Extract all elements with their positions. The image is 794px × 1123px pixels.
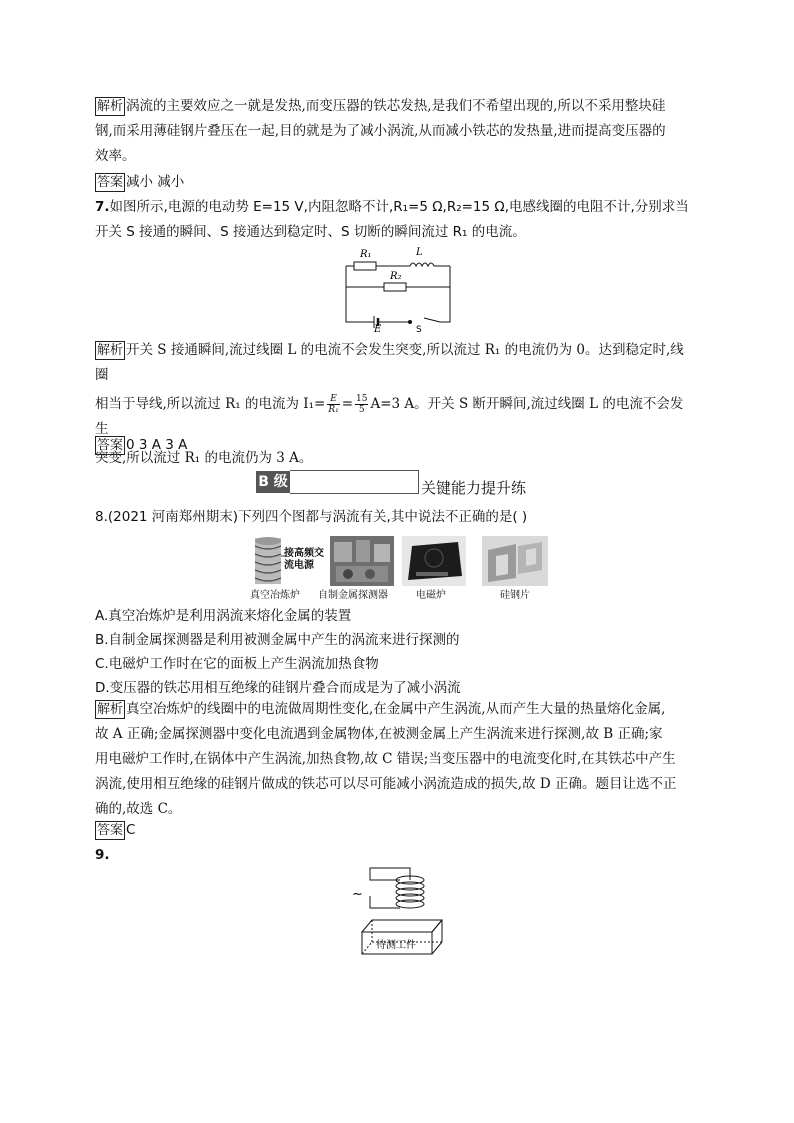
q7-analysis-line2a: 相当于导线,所以流过 R₁ 的电流为 I₁= <box>95 396 326 412</box>
answer-tag: 答案 <box>97 823 124 838</box>
q6-answer-text: 减小 减小 <box>126 174 185 190</box>
analysis-tag: 解析 <box>97 343 124 358</box>
circuit-label-r2: R₂ <box>390 271 402 282</box>
answer-tag: 答案 <box>97 438 124 453</box>
q8-option-d: D.变压器的铁芯用相互绝缘的硅钢片叠合而成是为了减小涡流 <box>95 680 461 696</box>
level-header <box>256 465 526 498</box>
caption-silicon-steel: 硅钢片 <box>500 590 530 601</box>
caption-induction-cooker: 电磁炉 <box>416 590 446 601</box>
q6-analysis <box>95 94 695 169</box>
q8-analysis-line4: 涡流,使用相互绝缘的硅钢片做成的铁芯可以尽可能减小涡流造成的损失,故 D 正确。题目让选不正 <box>95 776 677 792</box>
q8-analysis <box>95 697 695 822</box>
q8-stem: 8.(2021 河南郑州期末)下列四个图都与涡流有关,其中说法不正确的是( ) <box>95 509 528 525</box>
fraction-e-over-r1: $\frac{E}{\text{R₁}}$ <box>328 394 339 415</box>
level-title: 关键能力提升练 <box>421 479 527 497</box>
q7-stem <box>95 195 695 245</box>
induction-cooker-image <box>402 536 466 586</box>
answer-tag: 答案 <box>97 175 124 190</box>
q7-stem-line2: 开关 S 接通的瞬间、S 接通达到稳定时、S 切断的瞬间流过 R₁ 的电流。 <box>95 224 526 240</box>
q8-answer <box>95 818 695 843</box>
q9-number: 9. <box>95 847 110 863</box>
analysis-tag: 解析 <box>97 99 124 114</box>
caption-metal-detector: 自制金属探测器 <box>318 590 388 601</box>
q8-analysis-line2: 故 A 正确;金属探测器中变化电流遇到金属物体,在被测金属上产生涡流来进行探测,故 B 正确;家 <box>95 726 663 742</box>
circuit-label-e: E <box>374 324 382 332</box>
q7-analysis-line1: 开关 S 接通瞬间,流过线圈 L 的电流不会发生突变,所以流过 R₁ 的电流仍为 0。达到稳定时,线圈 <box>95 342 684 383</box>
q8-analysis-line1: 真空冶炼炉的线圈中的电流做周期性变化,在金属中产生涡流,从而产生大量的热量熔化金属, <box>126 701 666 717</box>
q7-analysis: 解析 开关 S 接通瞬间,流过线圈 L 的电流不会发生突变,所以流过 R₁ 的电流仍为 0。达到稳定时,线圈 相当于导线,所以流过 R₁ 的电流为 I₁= $\frac{E}{\text{R₁}}$ = $\frac{15}{5}$ A=3 A。开关 S 断开瞬间,流过线圈 L 的电流不会发生 突变,所以流过 R₁ 的电流仍为 3 A。 <box>95 338 695 471</box>
q6-analysis-line3: 效率。 <box>95 148 136 164</box>
workpiece-label: 待测工件 <box>376 940 416 951</box>
q7-circuit-diagram <box>340 242 455 332</box>
ac-source-tilde: ~ <box>352 887 363 902</box>
circuit-label-l: L <box>416 247 423 258</box>
q8-option-c: C.电磁炉工作时在它的面板上产生涡流加热食物 <box>95 656 379 672</box>
q7-stem-line1: 如图所示,电源的电动势 E=15 V,内阻忽略不计,R₁=5 Ω,R₂=15 Ω,电感线圈的电阻不计,分别求当 <box>109 199 689 215</box>
furnace-power-label: 接高频交流电源 <box>284 548 324 571</box>
q8-analysis-line3: 用电磁炉工作时,在锅体中产生涡流,加热食物,故 C 错误;当变压器中的电流变化时,在其铁芯中产生 <box>95 751 676 767</box>
q6-answer <box>95 170 695 195</box>
q8-option-b: B.自制金属探测器是利用被测金属中产生的涡流来进行探测的 <box>95 632 460 648</box>
level-badge: B 级 <box>256 471 290 493</box>
q7-answer-text: 0 3 A 3 A <box>126 437 188 453</box>
q8-answer-text: C <box>126 822 136 838</box>
level-box <box>290 470 419 494</box>
q7-analysis-line2b: A=3 A。开关 S 断开瞬间,流过线圈 L 的电流不会发生 <box>95 396 684 437</box>
q7-answer <box>95 433 695 458</box>
q9-coil-diagram <box>340 862 460 962</box>
caption-vacuum-furnace: 真空冶炼炉 <box>250 590 300 601</box>
metal-detector-image <box>330 536 394 586</box>
analysis-tag: 解析 <box>97 702 124 717</box>
q8-option-a: A.真空冶炼炉是利用涡流来熔化金属的装置 <box>95 608 352 624</box>
circuit-label-r1: R₁ <box>360 249 372 260</box>
q7-analysis-line3: 突变,所以流过 R₁ 的电流仍为 3 A。 <box>95 450 313 466</box>
circuit-label-s: S <box>416 325 422 332</box>
q7-number: 7. <box>95 199 110 215</box>
silicon-steel-image <box>482 536 548 586</box>
q6-analysis-line1: 涡流的主要效应之一就是发热,而变压器的铁芯发热,是我们不希望出现的,所以不采用整块硅 <box>126 98 666 114</box>
q8-analysis-line5: 确的,故选 C。 <box>95 801 182 817</box>
q6-analysis-line2: 钢,而采用薄硅钢片叠压在一起,目的就是为了减小涡流,从而减小铁芯的发热量,进而提高变压器的 <box>95 123 666 139</box>
fraction-15-over-5: $\frac{15}{5}$ <box>356 394 368 415</box>
